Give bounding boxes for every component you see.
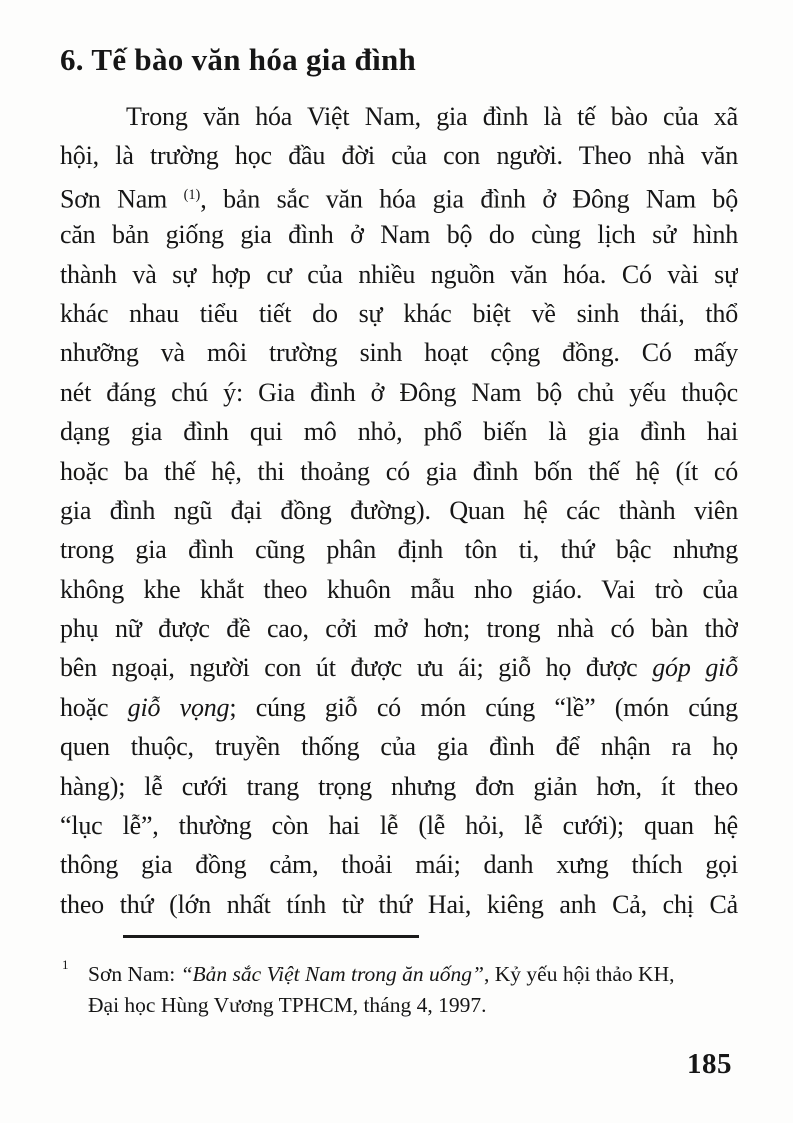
footnote (60, 959, 742, 1020)
text-run: thông gia đồng cảm, thoải mái; danh xưng thích gọi (60, 850, 738, 880)
text-run: bên ngoại, người con út được ưu ái; giỗ họ được (60, 653, 653, 683)
text-run: giỗ vọng (127, 692, 230, 722)
text-line (60, 609, 738, 648)
text-line (60, 333, 738, 372)
text-line (60, 688, 738, 727)
page-number: 185 (687, 1048, 732, 1080)
text-run: “lục lễ”, thường còn hai lễ (lễ hỏi, lễ cưới); quan hệ (60, 811, 738, 841)
footnote-marker: 1 (62, 957, 69, 972)
text-line (60, 97, 738, 136)
text-run: căn bản giống gia đình ở Nam bộ do cùng lịch sử hình (60, 220, 738, 250)
text-run: khác nhau tiểu tiết do sự khác biệt về sinh thái, thổ (60, 298, 738, 328)
text-run: Đại học Hùng Vương TPHCM, tháng 4, 1997. (88, 992, 487, 1017)
section-heading: 6. Tế bào văn hóa gia đình (60, 42, 417, 77)
text-run: góp giỗ (652, 653, 738, 683)
text-line (88, 959, 742, 990)
text-run: không khe khắt theo khuôn mẫu nho giáo. Vai trò của (60, 574, 738, 604)
text-run: phụ nữ được đề cao, cởi mở hơn; trong nhà có bàn thờ (60, 614, 738, 644)
text-run: nét đáng chú ý: Gia đình ở Đông Nam bộ chủ yếu thuộc (60, 377, 738, 407)
text-run: Sơn Nam: (88, 962, 181, 986)
text-run: ; cúng giỗ có món cúng “lề” (món cúng (229, 692, 738, 722)
text-line (60, 530, 738, 569)
text-line (60, 570, 738, 609)
text-line (60, 806, 738, 845)
text-run: hoặc (60, 692, 128, 722)
text-run: quen thuộc, truyền thống của gia đình để nhận ra họ (60, 732, 738, 762)
text-line (60, 767, 738, 806)
text-run: Trong văn hóa Việt Nam, gia đình là tế bào của xã (126, 102, 738, 131)
text-line (60, 373, 738, 412)
text-line (60, 885, 738, 924)
text-line (88, 990, 742, 1021)
text-run: theo thứ (lớn nhất tính từ thứ Hai, kiêng anh Cả, chị Cả (60, 889, 738, 919)
text-line (60, 294, 738, 333)
text-run: nhưỡng và môi trường sinh hoạt cộng đồng. Có mấy (60, 338, 738, 368)
text-line (60, 255, 738, 294)
text-run: hàng); lễ cưới trang trọng nhưng đơn giản hơn, ít theo (60, 771, 738, 801)
text-run: dạng gia đình qui mô nhỏ, phổ biến là gia đình hai (60, 417, 738, 447)
text-line (60, 412, 738, 451)
text-run: hoặc ba thế hệ, thi thoảng có gia đình bốn thế hệ (ít có (60, 456, 738, 486)
text-run: “Bản sắc Việt Nam trong ăn uống” (180, 962, 484, 986)
text-run: thành và sự hợp cư của nhiều nguồn văn hóa. Có vài sự (60, 259, 738, 289)
text-line (60, 727, 738, 766)
text-line (60, 452, 738, 491)
footnote-ref: (1) (183, 186, 201, 203)
text-run: gia đình ngũ đại đồng đường). Quan hệ các thành viên (60, 495, 738, 525)
text-line (60, 648, 738, 687)
text-run: trong gia đình cũng phân định tôn ti, thứ bậc nhưng (60, 535, 738, 565)
footnote-separator (123, 935, 419, 938)
footnote-text (88, 959, 742, 1020)
text-line (60, 845, 738, 884)
text-line (60, 215, 738, 254)
text-line (60, 136, 738, 175)
text-run: Sơn Nam (60, 184, 184, 214)
text-line (60, 491, 738, 530)
text-line (60, 176, 738, 215)
paragraph (60, 97, 738, 924)
text-run: hội, là trường học đầu đời của con người. Theo nhà văn (60, 141, 738, 171)
text-run: , Kỷ yếu hội thảo KH, (484, 962, 675, 986)
text-run: , bản sắc văn hóa gia đình ở Đông Nam bộ (200, 184, 738, 214)
